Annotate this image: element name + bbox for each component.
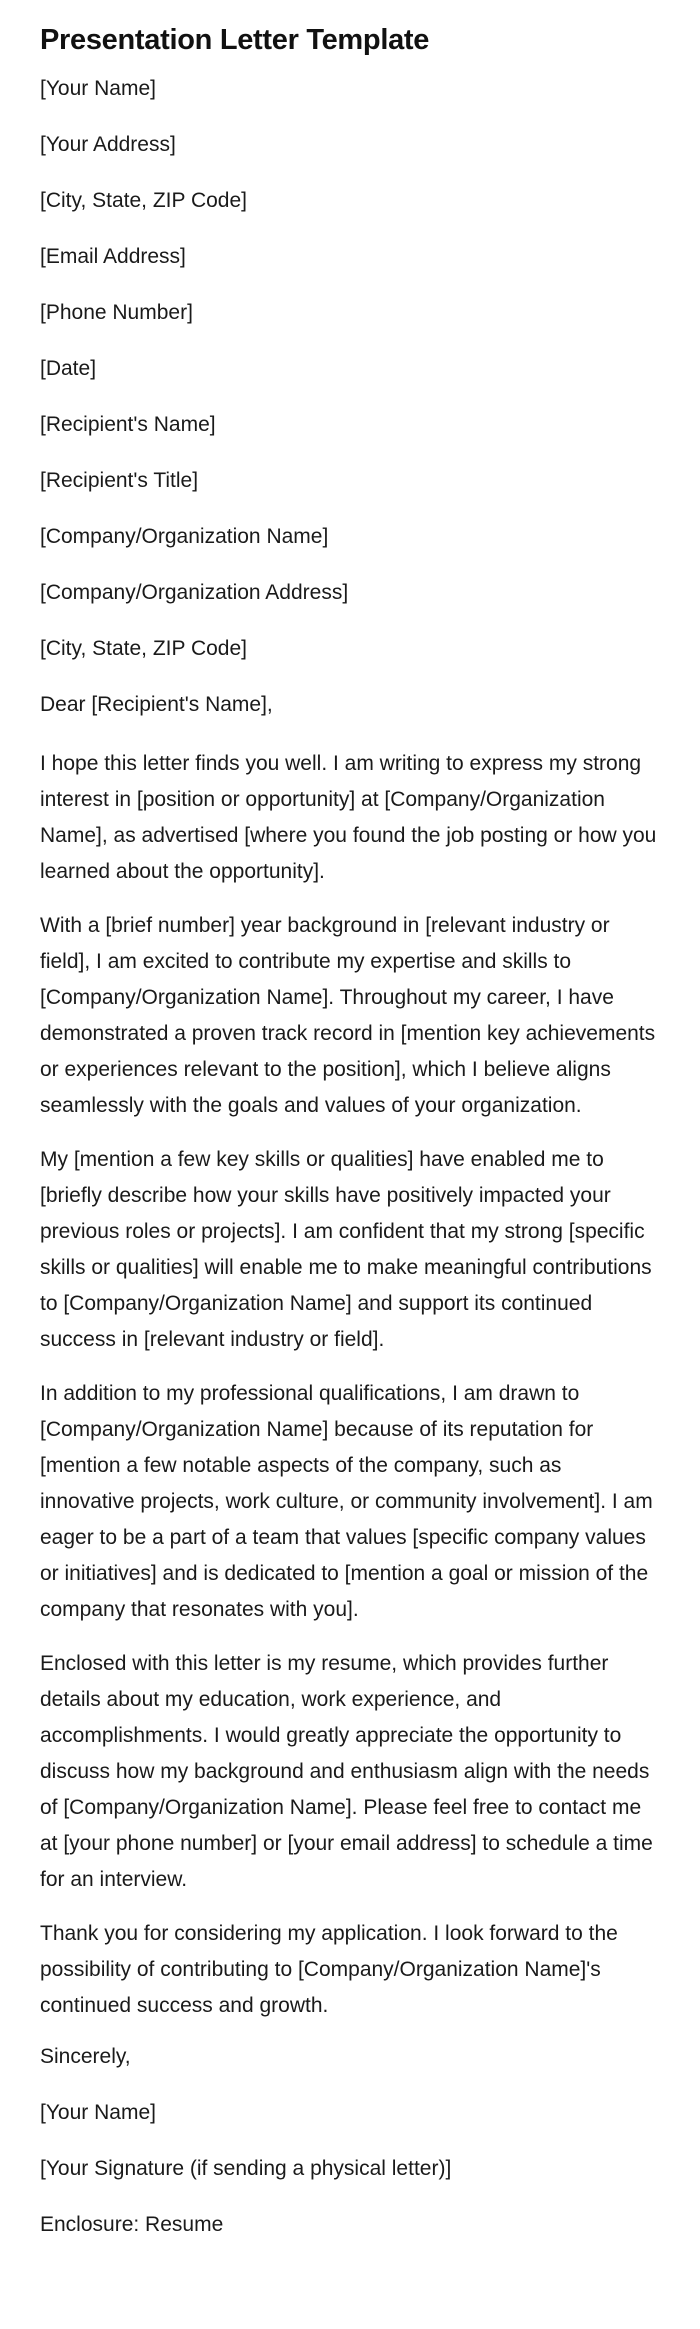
recipient-city-state-zip: [City, State, ZIP Code] xyxy=(40,637,247,660)
letter-date: [Date] xyxy=(40,357,97,380)
recipient-company: [Company/Organization Name] xyxy=(40,525,329,548)
body-paragraph: Enclosed with this letter is my resume, which provides further details about my education, work experience, and accomplishments. I would greatly appreciate the opportunity to discuss how my background and enthusiasm align with the needs of [Company/Organization Name]. Please feel free to contact me at [your phone number] or [your email address] to schedule a time for an interview. xyxy=(40,1652,653,1891)
sender-city-state-zip: [City, State, ZIP Code] xyxy=(40,189,247,212)
salutation: Dear [Recipient's Name], xyxy=(40,693,273,716)
recipient-title: [Recipient's Title] xyxy=(40,469,199,492)
body-paragraph: My [mention a few key skills or qualities] have enabled me to [briefly describe how your skills have positively impacted your previous roles or projects]. I am confident that my strong [specific skills or qualities] will enable me to make meaningful contributions to [Company/Organization Name] and support its continued success in [relevant industry or field]. xyxy=(40,1148,652,1351)
sender-email: [Email Address] xyxy=(40,245,186,268)
body-paragraph: I hope this letter finds you well. I am writing to express my strong interest in [position or opportunity] at [Company/Organization Name], as advertised [where you found the job posting or how you learned about the opportunity]. xyxy=(40,752,657,883)
enclosure-line: Enclosure: Resume xyxy=(40,2213,224,2236)
sender-name: [Your Name] xyxy=(40,77,156,100)
sender-address: [Your Address] xyxy=(40,133,176,156)
closing: Sincerely, xyxy=(40,2045,131,2068)
signature-line: [Your Signature (if sending a physical letter)] xyxy=(40,2157,452,2180)
body-paragraph: In addition to my professional qualifications, I am drawn to [Company/Organization Name] because of its reputation for [mention a few notable aspects of the company, such as innovative projects, work culture, or community involvement]. I am eager to be a part of a team that values [specific company values or initiatives] and is dedicated to [mention a goal or mission of the company that resonates with you]. xyxy=(40,1382,653,1621)
recipient-company-address: [Company/Organization Address] xyxy=(40,581,349,604)
body-paragraph: With a [brief number] year background in [relevant industry or field], I am excited to contribute my expertise and skills to [Company/Organization Name]. Throughout my career, I have demonstrated a proven track record in [mention key achievements or experiences relevant to the position], which I believe aligns seamlessly with the goals and values of your organization. xyxy=(40,914,656,1117)
body-paragraph: Thank you for considering my application. I look forward to the possibility of contributing to [Company/Organization Name]'s continued success and growth. xyxy=(40,1922,618,2017)
sender-phone: [Phone Number] xyxy=(40,301,193,324)
signoff-name: [Your Name] xyxy=(40,2101,156,2124)
page-title: Presentation Letter Template xyxy=(40,24,430,56)
recipient-name: [Recipient's Name] xyxy=(40,413,216,436)
